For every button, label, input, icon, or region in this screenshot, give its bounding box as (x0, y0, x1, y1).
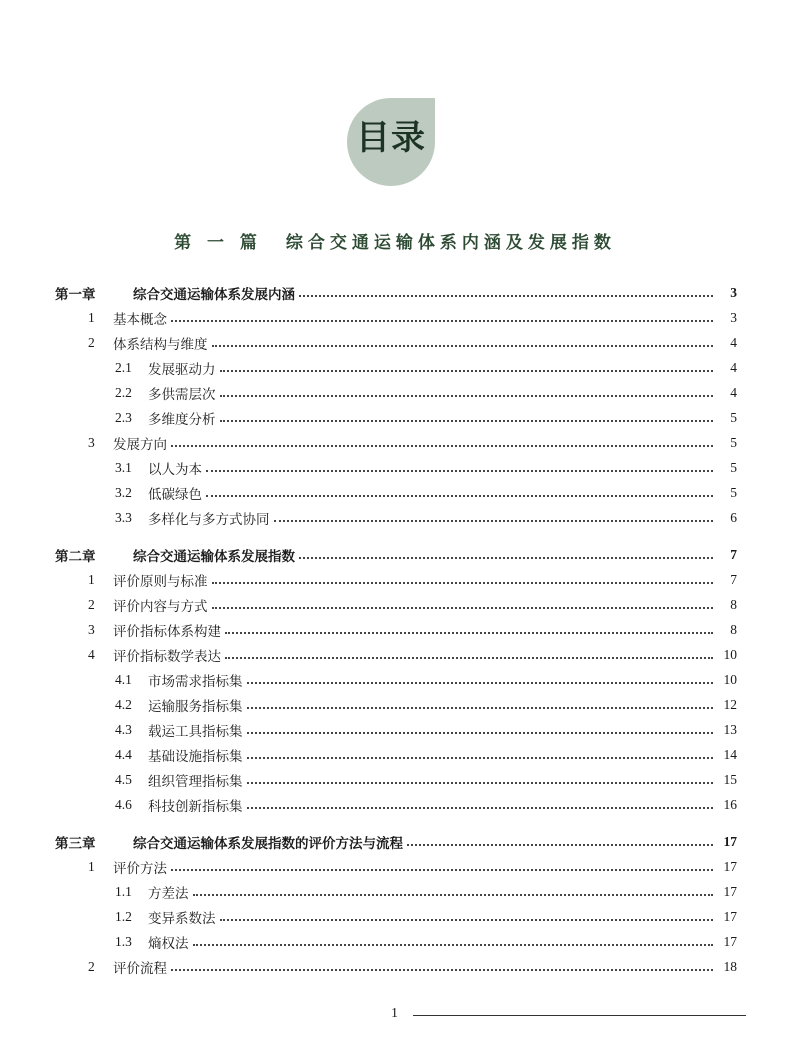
toc-entry-page: 13 (723, 722, 737, 737)
dot-leader (299, 557, 713, 559)
toc-entry-number: 1.3 (115, 934, 132, 949)
toc-entry-page: 17 (723, 909, 737, 924)
toc-entry-title: 组织管理指标集 (148, 774, 243, 790)
toc-entry-number: 第二章 (55, 549, 96, 564)
toc-entry[interactable] (0, 545, 790, 565)
dot-leader (206, 470, 713, 472)
toc-entry-number: 第一章 (55, 287, 96, 302)
toc-entry-title: 基本概念 (113, 312, 167, 328)
dot-leader (274, 520, 714, 522)
toc-entry-page: 14 (723, 747, 737, 762)
toc-entry-title: 熵权法 (148, 936, 189, 952)
toc-entry[interactable] (0, 358, 790, 378)
toc-entry-number: 2.1 (115, 360, 132, 375)
toc-entry-page: 4 (730, 360, 737, 375)
page-number: 1 (391, 1006, 398, 1021)
toc-entry-line (148, 483, 737, 503)
toc-entry-page: 10 (723, 672, 737, 687)
toc-entry-page: 17 (723, 884, 737, 899)
toc-entry-line (148, 695, 737, 715)
dot-leader (299, 295, 713, 297)
toc-entry-line (113, 570, 737, 590)
dot-leader (225, 632, 713, 634)
toc-entry-title: 科技创新指标集 (148, 799, 243, 815)
dot-leader (247, 682, 714, 684)
toc-entry-number: 1 (88, 310, 95, 325)
toc-entry-number: 3.1 (115, 460, 132, 475)
toc-entry-number: 4.4 (115, 747, 132, 762)
dot-leader (193, 944, 714, 946)
toc-entry-number: 2 (88, 335, 95, 350)
toc-entry-line (148, 670, 737, 690)
toc-entry[interactable] (0, 720, 790, 740)
toc-entry-title: 基础设施指标集 (148, 749, 243, 765)
toc-entry[interactable] (0, 595, 790, 615)
toc-entry-page: 17 (723, 934, 737, 949)
toc-entry-page: 17 (723, 859, 737, 874)
dot-leader (220, 395, 714, 397)
toc-entry-number: 3.3 (115, 510, 132, 525)
toc-entry[interactable] (0, 907, 790, 927)
dot-leader (247, 782, 714, 784)
toc-entry-number: 1 (88, 859, 95, 874)
toc-entry[interactable] (0, 745, 790, 765)
toc-entry-title: 以人为本 (148, 462, 202, 478)
toc-entry[interactable] (0, 795, 790, 815)
toc-entry-line (148, 932, 737, 952)
toc-entry-page: 10 (723, 647, 737, 662)
dot-leader (171, 320, 713, 322)
toc-entry-title: 多样化与多方式协同 (148, 512, 270, 528)
dot-leader (212, 607, 714, 609)
toc-entry-line (133, 545, 737, 565)
toc-entry-line (148, 383, 737, 403)
toc-entry[interactable] (0, 957, 790, 977)
toc-entry-number: 1 (88, 572, 95, 587)
toc-entry[interactable] (0, 508, 790, 528)
dot-leader (225, 657, 713, 659)
toc-entry[interactable] (0, 932, 790, 952)
toc-entry-page: 6 (730, 510, 737, 525)
toc-entry-title: 发展方向 (113, 437, 167, 453)
toc-entry-title: 多供需层次 (148, 387, 216, 403)
toc-entry-title: 评价指标数学表达 (113, 649, 221, 665)
part-heading (0, 228, 790, 253)
toc-entry-line (148, 795, 737, 815)
toc-entry-line (113, 433, 737, 453)
toc-entry-title: 多维度分析 (148, 412, 216, 428)
toc-entry-title: 运输服务指标集 (148, 699, 243, 715)
toc-entry-page: 7 (730, 572, 737, 587)
toc-entry-line (148, 720, 737, 740)
toc-entry-title: 评价原则与标准 (113, 574, 208, 590)
toc-entry[interactable] (0, 408, 790, 428)
toc-entry-title: 变异系数法 (148, 911, 216, 927)
toc-entry[interactable] (0, 570, 790, 590)
toc-entry[interactable] (0, 433, 790, 453)
toc-entry-page: 4 (730, 385, 737, 400)
toc-entry-page: 16 (723, 797, 737, 812)
dot-leader (212, 345, 714, 347)
toc-entry-page: 7 (730, 547, 737, 562)
toc-entry[interactable] (0, 283, 790, 303)
toc-entry-line (113, 645, 737, 665)
toc-entry[interactable] (0, 645, 790, 665)
toc-entry-page: 4 (730, 335, 737, 350)
toc-entry-line (148, 508, 737, 528)
toc-entry-line (113, 333, 737, 353)
dot-leader (220, 370, 714, 372)
toc-entry-number: 4.3 (115, 722, 132, 737)
footer-rule (413, 1015, 746, 1016)
part-title: 综合交通运输体系内涵及发展指数 (285, 233, 616, 253)
toc-entry-page: 17 (723, 834, 737, 849)
toc-entry-title: 体系结构与维度 (113, 337, 208, 353)
toc-entry-title: 综合交通运输体系发展内涵 (133, 287, 295, 303)
toc-entry-number: 4.5 (115, 772, 132, 787)
dot-leader (407, 844, 713, 846)
dot-leader (193, 894, 714, 896)
toc-entry[interactable] (0, 695, 790, 715)
toc-entry-number: 3 (88, 435, 95, 450)
dot-leader (247, 757, 714, 759)
toc-entry-number: 4.2 (115, 697, 132, 712)
toc-entry[interactable] (0, 620, 790, 640)
toc-heading: 目录 (356, 118, 426, 158)
dot-leader (171, 969, 713, 971)
toc-entry-number: 4 (88, 647, 95, 662)
dot-leader (247, 807, 714, 809)
toc-entry-page: 12 (723, 697, 737, 712)
toc-entry-number: 4.6 (115, 797, 132, 812)
toc-entry-line (133, 283, 737, 303)
toc-entry[interactable] (0, 483, 790, 503)
toc-entry[interactable] (0, 670, 790, 690)
toc-entry-page: 3 (730, 285, 737, 300)
toc-entry-title: 载运工具指标集 (148, 724, 243, 740)
toc-entry[interactable] (0, 832, 790, 852)
toc-entry-line (113, 957, 737, 977)
toc-entry-page: 8 (730, 622, 737, 637)
toc-entry-number: 2 (88, 959, 95, 974)
toc-entry-title: 综合交通运输体系发展指数的评价方法与流程 (133, 836, 403, 852)
toc-entry-title: 评价方法 (113, 861, 167, 877)
toc-entry-page: 18 (723, 959, 737, 974)
toc-entry-page: 5 (730, 435, 737, 450)
toc-entry-title: 市场需求指标集 (148, 674, 243, 690)
toc-entry-page: 8 (730, 597, 737, 612)
toc-entry-line (148, 358, 737, 378)
toc-entry-title: 发展驱动力 (148, 362, 216, 378)
dot-leader (220, 919, 714, 921)
toc-entry[interactable] (0, 770, 790, 790)
toc-entry[interactable] (0, 333, 790, 353)
toc-entry-page: 5 (730, 460, 737, 475)
dot-leader (247, 707, 714, 709)
toc-entry[interactable] (0, 458, 790, 478)
dot-leader (212, 582, 714, 584)
toc-entry-page: 3 (730, 310, 737, 325)
toc-entry-line (113, 857, 737, 877)
toc-entry-number: 1.2 (115, 909, 132, 924)
dot-leader (206, 495, 713, 497)
toc-entry[interactable] (0, 882, 790, 902)
dot-leader (171, 445, 713, 447)
toc-entry-line (148, 458, 737, 478)
toc-entry-number: 第三章 (55, 836, 96, 851)
toc-entry-line (148, 882, 737, 902)
toc-entry-number: 1.1 (115, 884, 132, 899)
toc-entry-line (133, 832, 737, 852)
toc-entry-title: 评价内容与方式 (113, 599, 208, 615)
toc-entry-line (113, 620, 737, 640)
toc-entry-line (113, 308, 737, 328)
toc-entry[interactable] (0, 308, 790, 328)
toc-entry-number: 3.2 (115, 485, 132, 500)
dot-leader (247, 732, 714, 734)
toc-entry-page: 5 (730, 410, 737, 425)
toc-entry-number: 2.2 (115, 385, 132, 400)
dot-leader (171, 869, 713, 871)
toc-entry-number: 4.1 (115, 672, 132, 687)
toc-entry-number: 2 (88, 597, 95, 612)
toc-entry[interactable] (0, 383, 790, 403)
toc-entry-number: 2.3 (115, 410, 132, 425)
toc-entry-title: 评价指标体系构建 (113, 624, 221, 640)
toc-entry[interactable] (0, 857, 790, 877)
toc-entry-line (148, 745, 737, 765)
toc-entry-number: 3 (88, 622, 95, 637)
toc-entry-line (148, 770, 737, 790)
toc-entry-line (148, 907, 737, 927)
part-label: 第 一 篇 (174, 233, 262, 253)
toc-entry-line (113, 595, 737, 615)
toc-entry-title: 低碳绿色 (148, 487, 202, 503)
toc-entry-page: 5 (730, 485, 737, 500)
toc-entry-line (148, 408, 737, 428)
dot-leader (220, 420, 714, 422)
toc-entry-title: 综合交通运输体系发展指数 (133, 549, 295, 565)
toc-entry-page: 15 (723, 772, 737, 787)
toc-entry-title: 方差法 (148, 886, 189, 902)
toc-entry-title: 评价流程 (113, 961, 167, 977)
